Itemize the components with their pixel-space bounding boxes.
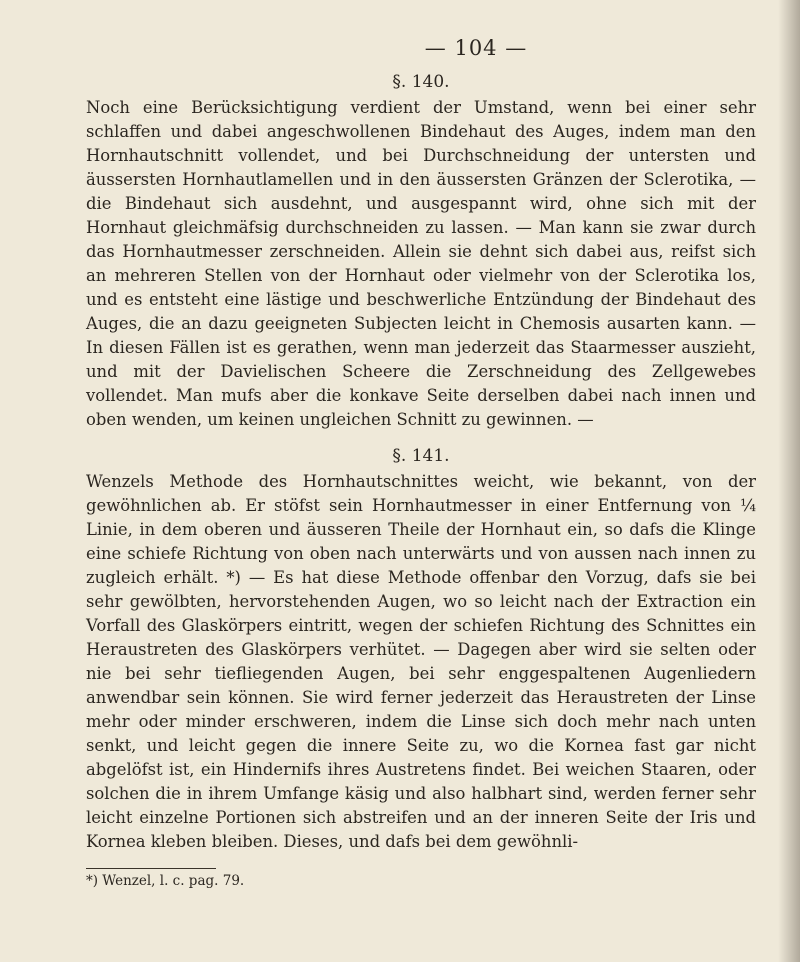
section-heading-140: §. 140. [392, 72, 450, 92]
section-141-paragraph: Wenzels Methode des Hornhautschnittes weicht, wie bekannt, von der gewöhnlichen ab. Er stöfst sein Hornhautmesser in einer Entfernung von ¼ Linie, in dem oberen und äusseren Theile der Hornhaut ein, so dafs die Klinge eine schiefe Richtung von oben nach unterwärts und von aussen nach innen zu zugleich erhält. *) — Es hat diese Methode offenbar den Vorzug, dafs sie bei sehr gewölbten, hervorstehenden Augen, wo so leicht nach der Extraction ein Vorfall des Glaskörpers eintritt, wegen der schiefen Richtung des Schnittes ein Heraustreten des Glaskörpers verhütet. — Dagegen aber wird sie selten oder nie bei sehr tiefliegenden Augen, bei sehr enggespaltenen Augenliedern anwendbar sein können. Sie wird ferner jederzeit das Heraustreten der Linse mehr oder minder erschweren, indem die Linse sich doch mehr nach unten senkt, und leicht gegen die innere Seite zu, wo die Kornea fast gar nicht abgelöfst ist, ein Hindernifs ihres Austretens findet. Bei weichen Staaren, oder solchen die in ihrem Umfange käsig und also halbhart sind, werden ferner sehr leicht einzelne Portionen sich abstreifen und an der inneren Seite der Iris und Kornea kleben bleiben. Dieses, und dafs bei dem gewöhnli- [86, 472, 756, 851]
section-heading-141: §. 141. [392, 446, 450, 466]
footnote: *) Wenzel, l. c. pag. 79. [86, 873, 245, 889]
footnote-divider [86, 868, 216, 869]
page-edge-shadow [778, 0, 800, 962]
page-number-header: — 104 — [424, 36, 528, 60]
section-140-paragraph: Noch eine Berücksichtigung verdient der Umstand, wenn bei einer sehr schlaffen und dabei angeschwollenen Bindehaut des Auges, indem man den Hornhautschnitt vollendet, und bei Durchschneidung der untersten und äussersten Hornhautlamellen und in den äussersten Gränzen der Sclerotika, — die Bindehaut sich ausdehnt, und ausgespannt wird, ohne sich mit der Hornhaut gleichmäfsig durchschneiden zu lassen. — Man kann sie zwar durch das Hornhautmesser zerschneiden. Allein sie dehnt sich dabei aus, reifst sich an mehreren Stellen von der Hornhaut oder vielmehr von der Sclerotika los, und es entsteht eine lästige und beschwerliche Entzündung der Bindehaut des Auges, die an dazu geeigneten Subjecten leicht in Chemosis ausarten kann. — In diesen Fällen ist es gerathen, wenn man jederzeit das Staarmesser auszieht, und mit der Davielischen Scheere die Zerschneidung des Zellgewebes vollendet. Man mufs aber die konkave Seite derselben dabei nach innen und oben wenden, um keinen ungleichen Schnitt zu gewinnen. — [86, 98, 756, 429]
